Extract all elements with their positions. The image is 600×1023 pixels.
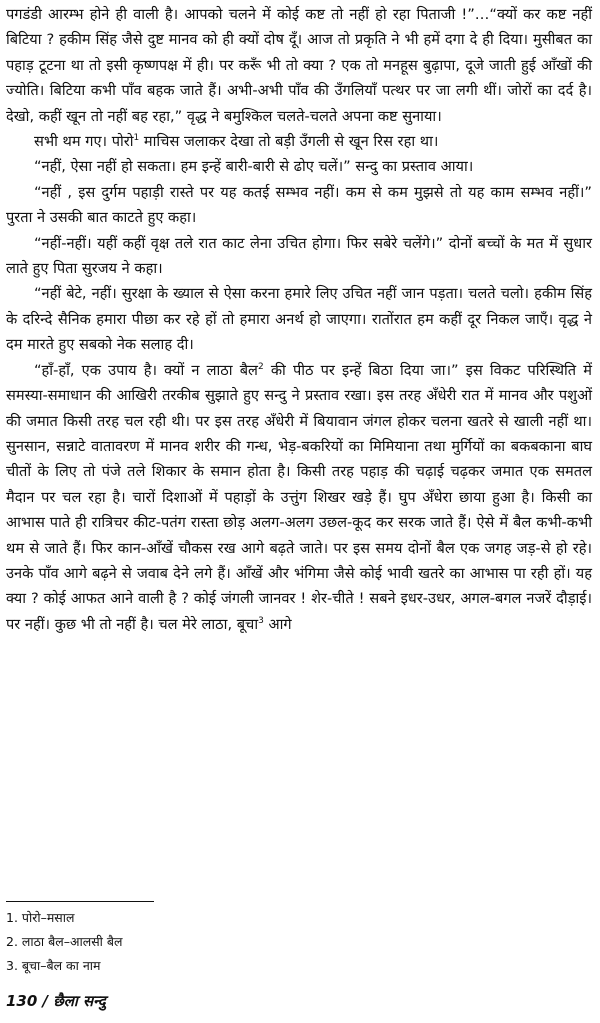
paragraph-text: पगडंडी आरम्भ होने ही वाली है। आपको चलने में कोई कष्ट तो नहीं हो रहा पिताजी !”…“क्यों कर कष्ट नहीं बिटिया ? हकीम सिंह जैसे दुष्ट मानव को ही क्यों दोष दूँ। आज तो प्रकृति ने भी हमें दगा दे ही दिया। मुसीबत का पहाड़ टूटना था तो इसी कृष्णपक्ष में ही। पर करूँ भी तो क्या ? एक तो मनहूस बुढ़ापा, दूजे जाती हुई आँखों की ज्योति। बिटिया कभी पाँव बहक जाते हैं। अभी-अभी पाँव की उँगलियाँ पत्थर पर जा लगी थीं। जोरों का दर्द है। देखो, कहीं खून तो नहीं बह रहा,” वृद्ध ने बमुश्किल चलते-चलते अपना कष्ट सुनाया। [6, 6, 592, 125]
footnote-marker: 1 [133, 133, 140, 144]
paragraph-text: “नहीं-नहीं। यहीं कहीं वृक्ष तले रात काट लेना उचित होगा। फिर सबेरे चलेंगे।” दोनों बच्चों के मत में सुधार लाते हुए पिता सुरजय ने कहा। [6, 234, 592, 278]
paragraph-text: की पीठ पर इन्हें बिठा दिया जा।” इस विकट परिस्थिति में समस्या-समाधान की आखिरी तरकीब सुझाते हुए सन्दु ने प्रस्ताव रखा। इस तरह अँधेरी रात में मानव और पशुओं की जमात किसी तरह चल रही थी। पर इस तरह अँधेरी में बियावान जंगल होकर चलना खतरे से खाली नहीं था। सुनसान, सन्नाटे वातावरण में मानव शरीर की गन्ध, भेड़-बकरियों का मिमियाना तथा मुर्गियों का बकबकाना बाघ चीतों के लिए तो पंजे तले शिकार के समान होता है। किसी तरह पहाड़ की चढ़ाई चढ़कर जमात एक समतल मैदान पर चल रहा है। चारों दिशाओं में पहाड़ों के उत्तुंग शिखर खड़े हैं। घुप अँधेरा छाया हुआ है। किसी का आभास पाते ही रात्रिचर कीट-पतंग रास्ता छोड़ अलग-अलग उछल-कूद कर सरक जाते हैं। ऐसे में बैल कभी-कभी थम से जाते हैं। फिर कान-आँखें चौकस रख आगे बढ़ते जाते। पर इस समय दोनों बैल एक जगह जड़-से हो रहे। उनके पाँव आगे बढ़ने से जवाब देने लगे हैं। आँखें और भंगिमा जैसे कोई भावी खतरे का आभास पा रही हों। यह क्या ? कोई आफत आने वाली है ? कोई जंगली जानवर ! शेर-चीते ! सबने इधर-उधर, अगल-बगल नजरें दौड़ाई। पर नहीं। कुछ भी तो नहीं है। चल मेरे लाठा, बूचा [6, 361, 592, 633]
footnotes [6, 906, 122, 978]
footnote-marker: 3 [258, 615, 264, 626]
paragraph-text: “हाँ-हाँ, एक उपाय है। क्यों न लाठा बैल [34, 361, 258, 379]
paragraph-text: “नहीं , इस दुर्गम पहाड़ी रास्ते पर यह कतई सम्भव नहीं। कम से कम मुझसे तो यह काम सम्भव नहीं।” पुरता ने उसकी बात काटते हुए कहा। [6, 183, 592, 227]
paragraph-text: सभी थम गए। पोरो [34, 133, 134, 151]
paragraph-text: आगे [263, 615, 292, 633]
paragraph [6, 231, 592, 282]
paragraph [6, 281, 592, 357]
paragraph-text: “नहीं बेटे, नहीं। सुरक्षा के ख्याल से ऐसा करना हमारे लिए उचित नहीं जान पड़ता। चलते चलो। हकीम सिंह के दरिन्दे सैनिक हमारा पीछा कर रहे हों तो हमारा अनर्थ हो जाएगा। रातोंरात हम कहीं दूर निकल जाएँ। वृद्ध ने दम मारते हुए सबको नेक सलाह दी। [6, 285, 592, 354]
footnote-marker: 2 [257, 361, 264, 372]
paragraph [6, 2, 592, 129]
footnote-divider [6, 901, 154, 902]
paragraph [6, 154, 592, 179]
paragraph [6, 180, 592, 231]
paragraph-text: “नहीं, ऐसा नहीं हो सकता। हम इन्हें बारी-बारी से ढोए चलें।” सन्दु का प्रस्ताव आया। [34, 158, 474, 176]
body-text [6, 2, 592, 637]
footnote-1: 1. पोरो–मसाल [6, 910, 75, 925]
footnote-3: 3. बूचा–बैल का नाम [6, 958, 101, 973]
footnote-2: 2. लाठा बैल–आलसी बैल [6, 934, 123, 949]
paragraph [6, 129, 592, 154]
paragraph-text: माचिस जलाकर देखा तो बड़ी उँगली से खून रिस रहा था। [139, 133, 439, 151]
paragraph [6, 358, 592, 637]
page-folio: 130 / छैला सन्दु [6, 992, 106, 1010]
